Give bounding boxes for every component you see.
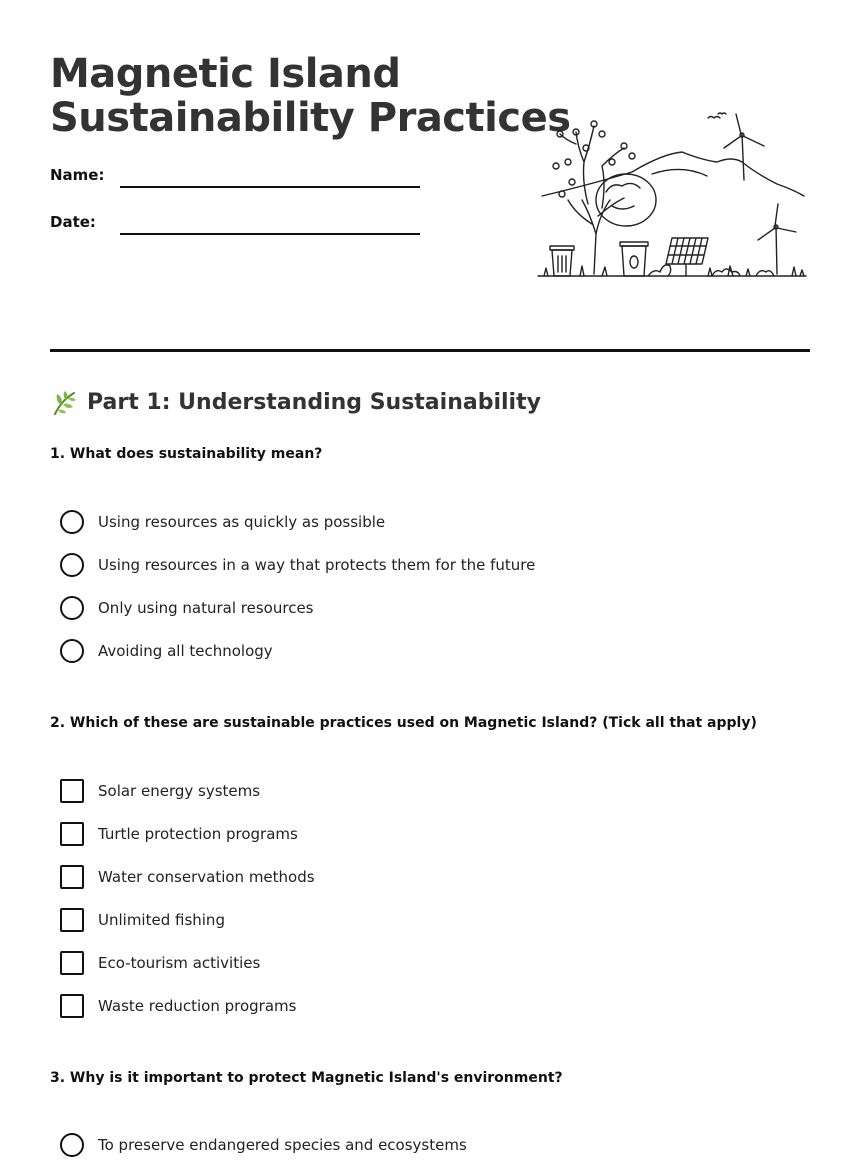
checkbox[interactable] — [60, 908, 84, 932]
wind-turbine-icon — [724, 114, 764, 180]
radio-button[interactable] — [60, 510, 84, 534]
island-sustainability-illustration — [532, 104, 812, 284]
question-3: 3. Why is it important to protect Magnetic Island's environment? — [50, 1070, 563, 1086]
name-field[interactable] — [120, 186, 420, 188]
option-label: Solar energy systems — [98, 782, 261, 800]
option-label: Unlimited fishing — [98, 911, 225, 929]
date-field[interactable] — [120, 233, 420, 235]
radio-button[interactable] — [60, 639, 84, 663]
option-label: Turtle protection programs — [98, 825, 298, 843]
date-label: Date: — [50, 213, 96, 231]
recycle-bin-icon — [620, 242, 648, 276]
tree-icon — [553, 121, 656, 274]
title-line-2: Sustainability Practices — [50, 95, 571, 141]
option-checkbox[interactable] — [60, 993, 296, 1019]
option-label: Avoiding all technology — [98, 642, 273, 660]
rubbish-bin-icon — [550, 246, 574, 276]
radio-button[interactable] — [60, 553, 84, 577]
section-title-part-1 — [50, 388, 541, 418]
checkbox[interactable] — [60, 822, 84, 846]
option-checkbox[interactable] — [60, 864, 315, 890]
section-title-label: Part 1: Understanding Sustainability — [87, 390, 541, 415]
question-2: 2. Which of these are sustainable practices used on Magnetic Island? (Tick all that apply) — [50, 715, 757, 731]
checkbox[interactable] — [60, 994, 84, 1018]
checkbox[interactable] — [60, 951, 84, 975]
option-radio[interactable] — [60, 638, 273, 664]
radio-button[interactable] — [60, 1133, 84, 1157]
option-label: Eco-tourism activities — [98, 954, 261, 972]
option-label: Using resources in a way that protects them for the future — [98, 556, 536, 574]
option-label: To preserve endangered species and ecosystems — [98, 1136, 467, 1154]
radio-button[interactable] — [60, 596, 84, 620]
option-label: Only using natural resources — [98, 599, 314, 617]
option-checkbox[interactable] — [60, 907, 225, 933]
option-label: Waste reduction programs — [98, 997, 297, 1015]
title-line-1: Magnetic Island — [50, 51, 401, 97]
wind-turbine-icon — [758, 204, 796, 274]
name-label: Name: — [50, 166, 105, 184]
option-label: Using resources as quickly as possible — [98, 513, 386, 531]
option-label: Water conservation methods — [98, 868, 315, 886]
leaf-icon — [50, 389, 78, 417]
option-radio[interactable] — [60, 1132, 467, 1158]
question-1: 1. What does sustainability mean? — [50, 446, 323, 462]
option-radio[interactable] — [60, 595, 314, 621]
option-checkbox[interactable] — [60, 821, 298, 847]
solar-panel-icon — [666, 238, 708, 276]
option-radio[interactable] — [60, 552, 535, 578]
option-radio[interactable] — [60, 509, 385, 535]
checkbox[interactable] — [60, 865, 84, 889]
option-checkbox[interactable] — [60, 950, 260, 976]
section-divider — [50, 349, 810, 352]
checkbox[interactable] — [60, 779, 84, 803]
option-checkbox[interactable] — [60, 778, 260, 804]
worksheet-title — [50, 52, 571, 140]
